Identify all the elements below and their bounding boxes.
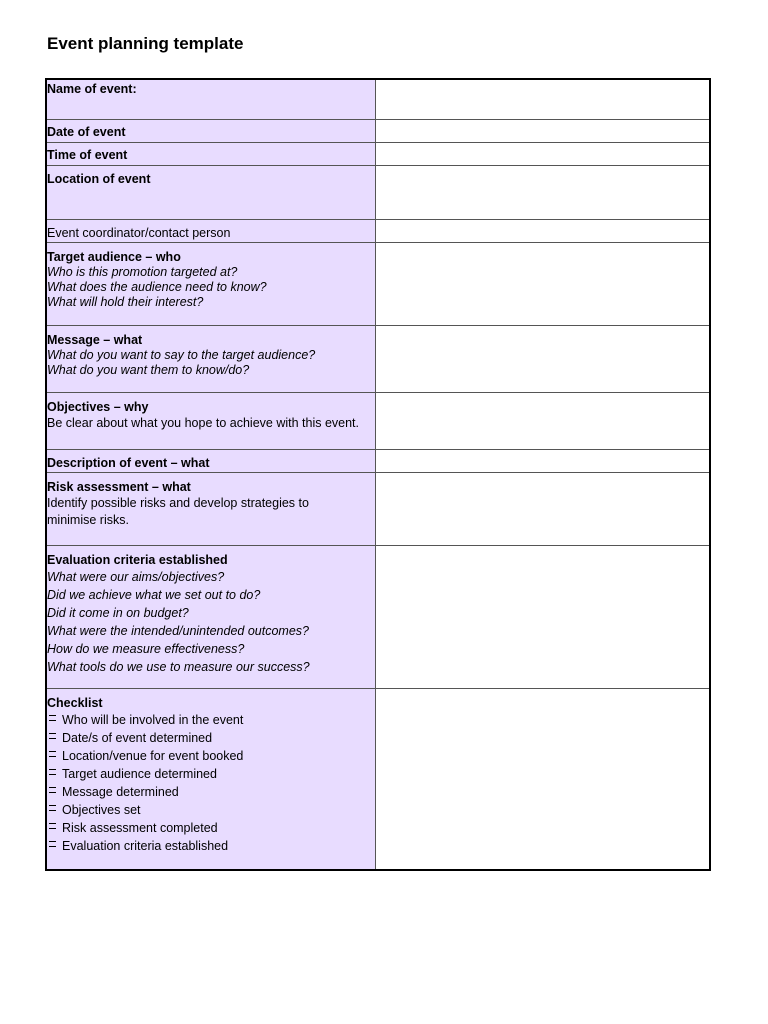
date-of-event-label-cell — [46, 119, 376, 142]
evaluation-question: How do we measure effectiveness? — [47, 641, 245, 656]
message-field[interactable] — [376, 325, 711, 392]
message-label-cell — [46, 325, 376, 392]
checkbox-bullet-icon — [49, 823, 56, 829]
date-of-event-label: Date of event — [47, 124, 126, 139]
checkbox-bullet-icon — [49, 805, 56, 811]
checklist-item-label: Risk assessment completed — [62, 820, 218, 835]
time-of-event-label: Time of event — [47, 147, 128, 162]
checkbox-bullet-icon — [49, 733, 56, 739]
time-of-event-label-cell — [46, 142, 376, 165]
message-heading: Message – what — [47, 332, 143, 347]
checklist-item — [47, 765, 375, 783]
date-of-event-field[interactable] — [376, 119, 711, 142]
checkbox-bullet-icon — [49, 751, 56, 757]
evaluation-criteria-field[interactable] — [376, 545, 711, 688]
name-of-event-label-cell — [46, 79, 376, 119]
description-label: Description of event – what — [47, 455, 210, 470]
row-evaluation-criteria — [46, 545, 710, 688]
target-audience-heading: Target audience – who — [47, 249, 181, 264]
evaluation-criteria-heading: Evaluation criteria established — [47, 552, 228, 567]
checklist-item-label: Target audience determined — [62, 766, 217, 781]
risk-assessment-label-cell — [46, 472, 376, 545]
checkbox-bullet-icon — [49, 841, 56, 847]
row-coordinator — [46, 219, 710, 242]
event-planning-table — [45, 78, 711, 871]
row-date-of-event — [46, 119, 710, 142]
page-title: Event planning template — [47, 34, 244, 53]
checklist-item-label: Objectives set — [62, 802, 141, 817]
checklist-field[interactable] — [376, 688, 711, 870]
risk-assessment-text: Identify possible risks and develop strategies to — [47, 495, 309, 510]
checklist-item-label: Message determined — [62, 784, 179, 799]
row-name-of-event — [46, 79, 710, 119]
checklist-item — [47, 729, 375, 747]
name-of-event-label: Name of event: — [47, 82, 137, 96]
evaluation-criteria-label-cell — [46, 545, 376, 688]
checklist-item — [47, 783, 375, 801]
checklist-item — [47, 801, 375, 819]
row-risk-assessment — [46, 472, 710, 545]
row-checklist — [46, 688, 710, 870]
checklist-label-cell — [46, 688, 376, 870]
row-location-of-event — [46, 165, 710, 219]
checkbox-bullet-icon — [49, 769, 56, 775]
target-audience-question: Who is this promotion targeted at? — [47, 264, 238, 279]
time-of-event-field[interactable] — [376, 142, 711, 165]
name-of-event-field[interactable] — [376, 79, 711, 119]
evaluation-question: Did we achieve what we set out to do? — [47, 587, 261, 602]
location-of-event-label: Location of event — [47, 171, 151, 186]
checklist-item-label: Who will be involved in the event — [62, 712, 244, 727]
objectives-label-cell — [46, 392, 376, 449]
risk-assessment-field[interactable] — [376, 472, 711, 545]
row-time-of-event — [46, 142, 710, 165]
coordinator-label: Event coordinator/contact person — [47, 225, 231, 240]
coordinator-label-cell — [46, 219, 376, 242]
row-target-audience — [46, 242, 710, 325]
row-message — [46, 325, 710, 392]
location-of-event-field[interactable] — [376, 165, 711, 219]
checklist-item — [47, 837, 375, 855]
location-of-event-label-cell — [46, 165, 376, 219]
target-audience-field[interactable] — [376, 242, 711, 325]
description-label-cell — [46, 449, 376, 472]
evaluation-question: What were the intended/unintended outcomes? — [47, 623, 309, 638]
risk-assessment-heading: Risk assessment – what — [47, 479, 191, 494]
coordinator-field[interactable] — [376, 219, 711, 242]
description-field[interactable] — [376, 449, 711, 472]
checklist-item — [47, 711, 375, 729]
objectives-field[interactable] — [376, 392, 711, 449]
row-description — [46, 449, 710, 472]
message-question: What do you want to say to the target audience? — [47, 347, 316, 362]
target-audience-label-cell — [46, 242, 376, 325]
checkbox-bullet-icon — [49, 715, 56, 721]
risk-assessment-text: minimise risks. — [47, 513, 129, 527]
row-objectives — [46, 392, 710, 449]
checklist-item-label: Location/venue for event booked — [62, 748, 244, 763]
checklist-item-label: Date/s of event determined — [62, 730, 213, 745]
evaluation-question: What tools do we use to measure our success? — [47, 659, 310, 674]
checkbox-bullet-icon — [49, 787, 56, 793]
target-audience-question: What does the audience need to know? — [47, 279, 267, 294]
checklist-item-label: Evaluation criteria established — [62, 838, 229, 853]
message-question: What do you want them to know/do? — [47, 362, 250, 377]
checklist-heading: Checklist — [47, 695, 103, 710]
objectives-heading: Objectives – why — [47, 399, 149, 414]
evaluation-question: Did it come in on budget? — [47, 605, 189, 620]
objectives-text: Be clear about what you hope to achieve with this event. — [47, 415, 359, 430]
target-audience-question: What will hold their interest? — [47, 294, 204, 309]
checklist-item — [47, 747, 375, 765]
checklist-item — [47, 819, 375, 837]
evaluation-question: What were our aims/objectives? — [47, 569, 225, 584]
